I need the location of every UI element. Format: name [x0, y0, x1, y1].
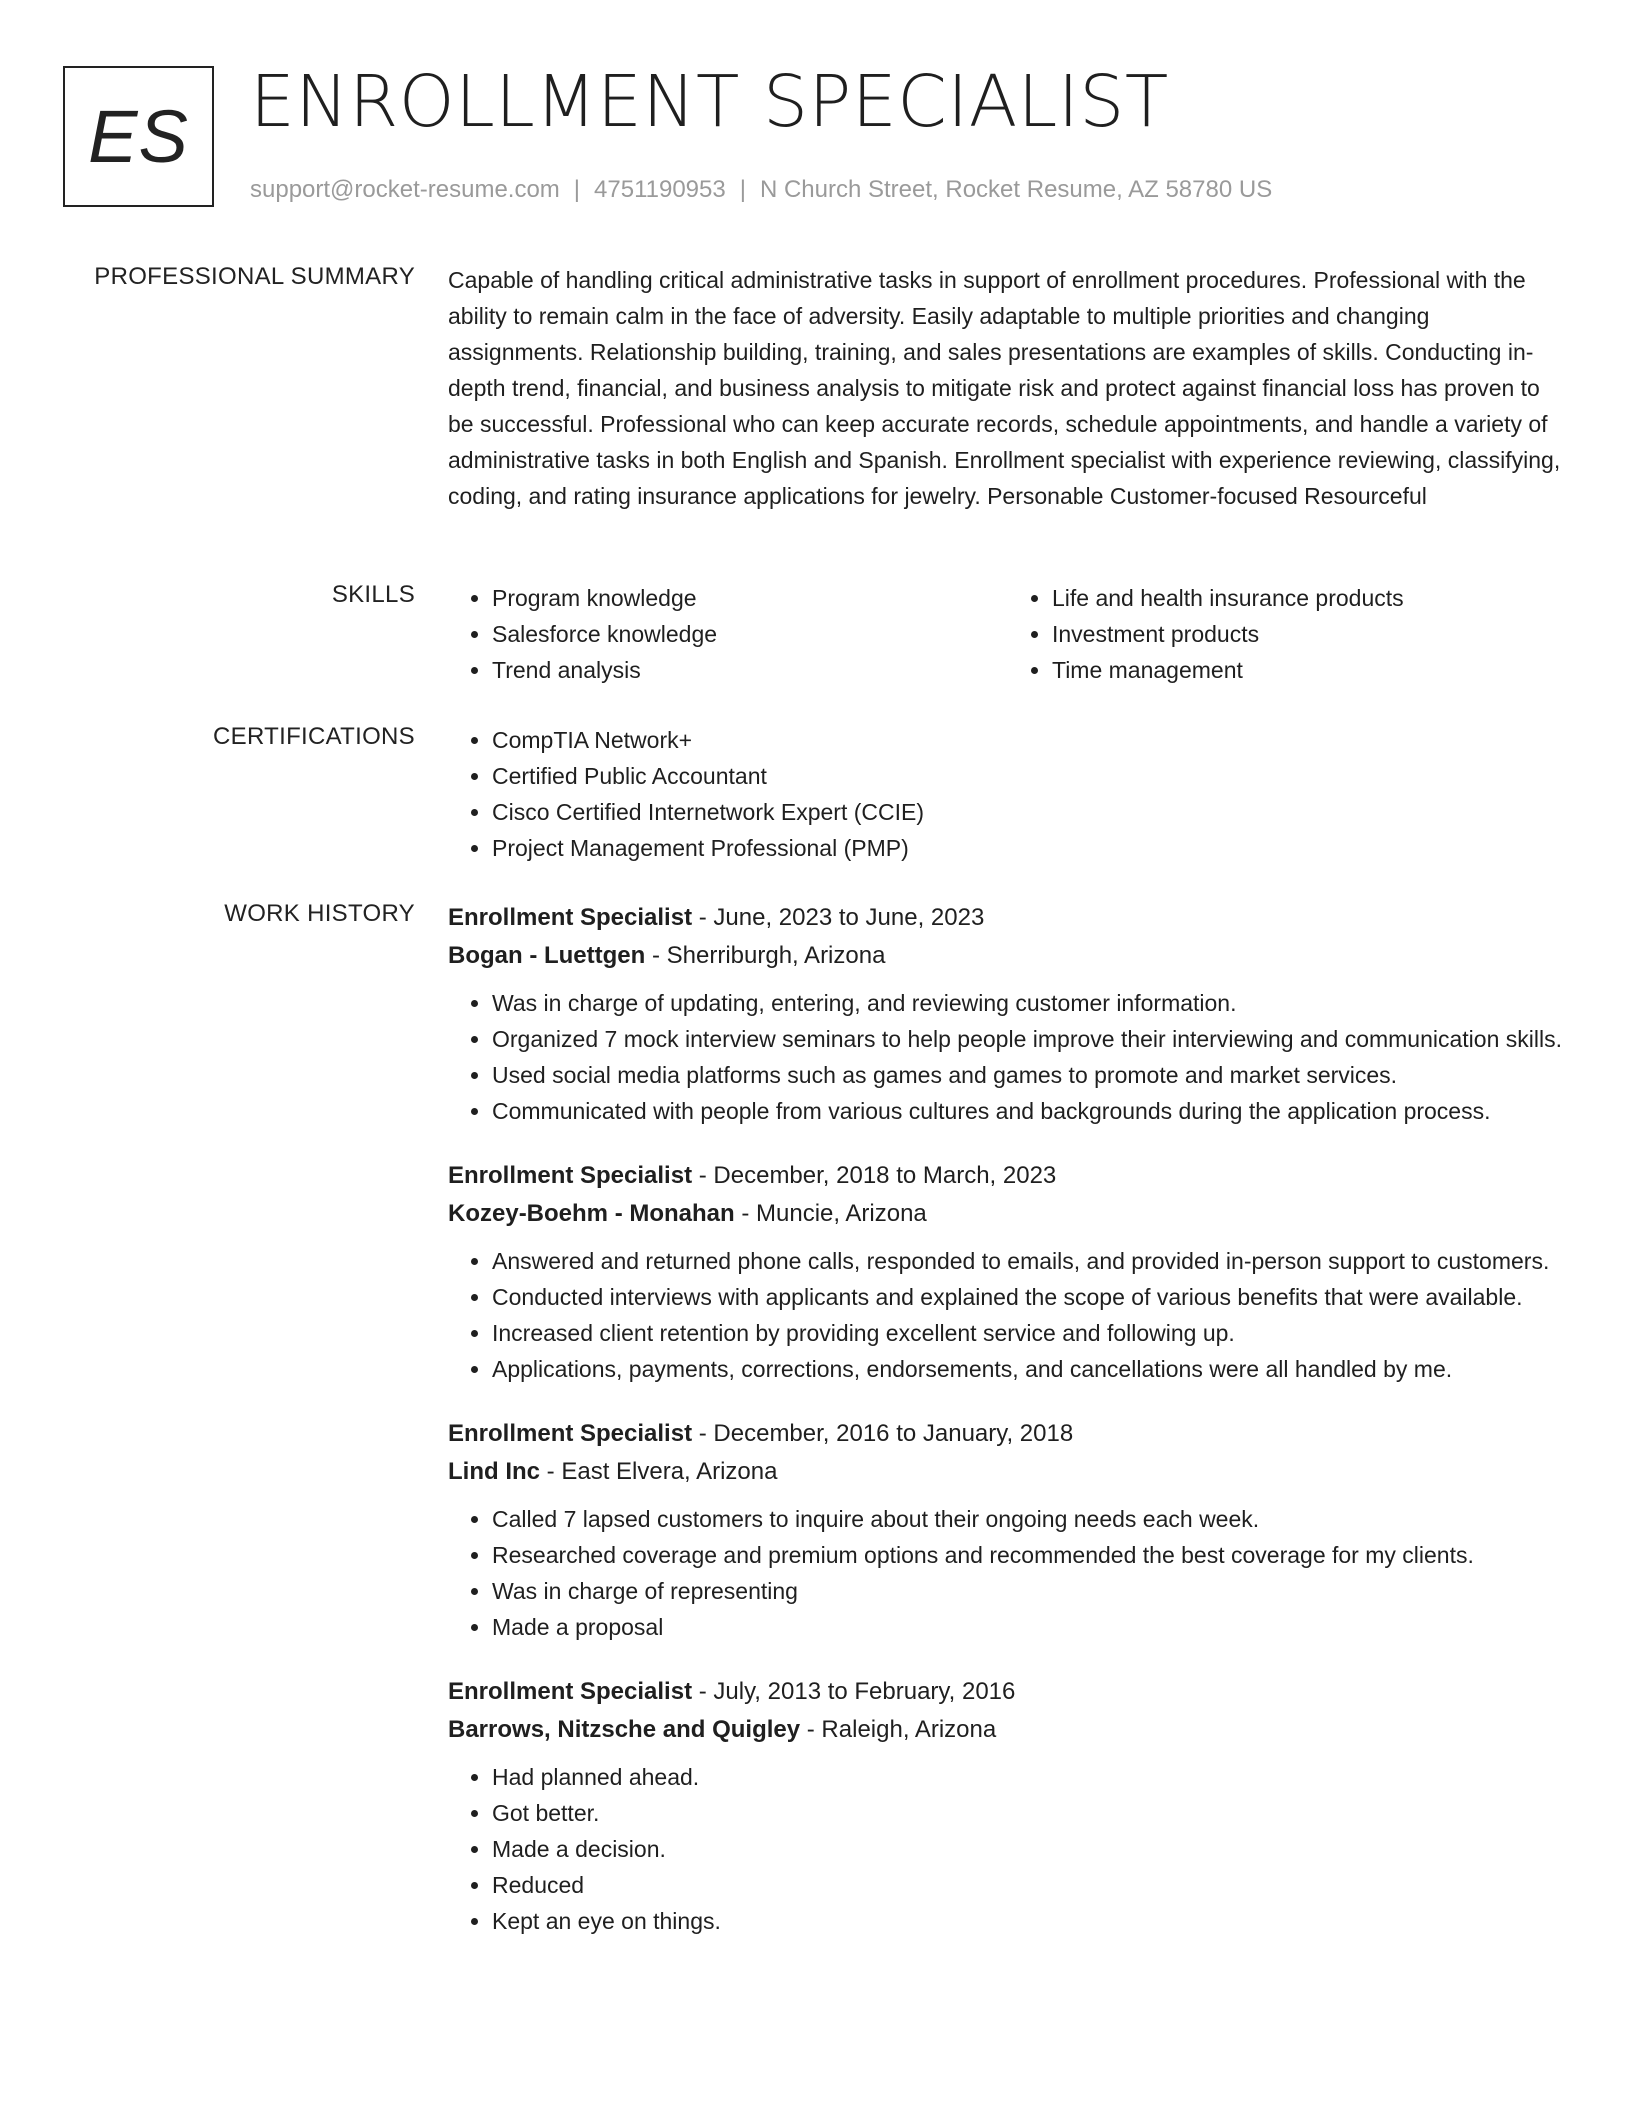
skill-item: • Investment products [1052, 616, 1568, 652]
section-title-work-history: WORK HISTORY [224, 900, 415, 927]
job-company: Bogan - Luettgen [448, 942, 646, 969]
skills-list-left [448, 580, 1008, 688]
job-duty-item: • Made a proposal [492, 1609, 1568, 1645]
job-duty-item: • Made a decision. [492, 1831, 1568, 1867]
job-company-line [448, 1453, 1568, 1491]
skill-item: • Trend analysis [492, 652, 1008, 688]
job-duty-item: • Researched coverage and premium options and recommended the best coverage for my clients. [492, 1537, 1568, 1573]
job-entry [448, 1415, 1568, 1645]
skills-body [448, 580, 1568, 688]
section-title-certifications: CERTIFICATIONS [213, 723, 415, 750]
job-location: - Muncie, Arizona [741, 1200, 927, 1227]
job-location: - East Elvera, Arizona [546, 1458, 778, 1485]
job-title-line [448, 899, 1568, 937]
job-title-line [448, 1157, 1568, 1195]
job-duties-list [448, 1759, 1568, 1939]
certifications-body [448, 722, 1568, 866]
job-company-line [448, 937, 1568, 975]
job-dates: - December, 2016 to January, 2018 [698, 1420, 1074, 1447]
job-dates: - June, 2023 to June, 2023 [698, 904, 985, 931]
job-role: Enrollment Specialist [448, 1162, 693, 1189]
job-duty-item: • Answered and returned phone calls, responded to emails, and provided in-person support to customers. [492, 1243, 1568, 1279]
job-company: Barrows, Nitzsche and Quigley [448, 1716, 801, 1743]
job-duties-list [448, 985, 1568, 1129]
job-duty-item: • Applications, payments, corrections, endorsements, and cancellations were all handled by me. [492, 1351, 1568, 1387]
job-duties-list [448, 1501, 1568, 1645]
job-duty-item: • Kept an eye on things. [492, 1903, 1568, 1939]
job-entry [448, 1157, 1568, 1387]
job-duty-item: • Communicated with people from various cultures and backgrounds during the application process. [492, 1093, 1568, 1129]
job-duty-item: • Was in charge of updating, entering, and reviewing customer information. [492, 985, 1568, 1021]
contact-line [250, 175, 1272, 205]
job-duty-item: • Was in charge of representing [492, 1573, 1568, 1609]
job-duty-item: • Reduced [492, 1867, 1568, 1903]
contact-separator: | [739, 176, 746, 203]
job-role: Enrollment Specialist [448, 1678, 693, 1705]
contact-address: N Church Street, Rocket Resume, AZ 58780 US [759, 176, 1273, 203]
certification-item: • Cisco Certified Internetwork Expert (CCIE) [492, 794, 1568, 830]
skill-item: • Salesforce knowledge [492, 616, 1008, 652]
summary-body [448, 262, 1568, 514]
skills-columns [448, 580, 1568, 688]
skill-item: • Program knowledge [492, 580, 1008, 616]
certification-item: • Certified Public Accountant [492, 758, 1568, 794]
contact-phone[interactable]: 4751190953 [594, 176, 726, 203]
job-duty-item: • Increased client retention by providing excellent service and following up. [492, 1315, 1568, 1351]
summary-text: Capable of handling critical administrative tasks in support of enrollment procedures. Professional with the ability to remain calm in the face of adversity. Easily adaptable to multiple priorities and changing assignments. Relationship building, training, and sales presentations are examples of skills. Conducting in-depth trend, financial, and business analysis to mitigate risk and protect against financial loss has proven to be successful. Professional who can keep accurate records, schedule appointments, and handle a variety of administrative tasks in both English and Spanish. Enrollment specialist with experience reviewing, classifying, coding, and rating insurance applications for jewelry. Personable Customer-focused Resourceful [448, 267, 1561, 509]
job-company: Lind Inc [448, 1458, 540, 1485]
contact-email[interactable]: support@rocket-resume.com [250, 176, 560, 203]
job-company-line [448, 1195, 1568, 1233]
skills-list-right [1008, 580, 1568, 688]
job-location: - Sherriburgh, Arizona [651, 942, 886, 969]
section-title-summary: PROFESSIONAL SUMMARY [94, 263, 415, 290]
job-role: Enrollment Specialist [448, 1420, 693, 1447]
job-role: Enrollment Specialist [448, 904, 693, 931]
section-title-skills: SKILLS [331, 581, 415, 608]
certification-item: • CompTIA Network+ [492, 722, 1568, 758]
skill-item: • Life and health insurance products [1052, 580, 1568, 616]
job-duty-item: • Conducted interviews with applicants and explained the scope of various benefits that were available. [492, 1279, 1568, 1315]
page-title: ENROLLMENT SPECIALIST [250, 60, 1169, 143]
job-location: - Raleigh, Arizona [806, 1716, 997, 1743]
job-duty-item: • Called 7 lapsed customers to inquire about their ongoing needs each week. [492, 1501, 1568, 1537]
job-entry [448, 899, 1568, 1129]
skill-item: • Time management [1052, 652, 1568, 688]
job-dates: - December, 2018 to March, 2023 [698, 1162, 1057, 1189]
job-duty-item: • Had planned ahead. [492, 1759, 1568, 1795]
job-title-line [448, 1673, 1568, 1711]
certifications-list [448, 722, 1568, 866]
job-dates: - July, 2013 to February, 2016 [698, 1678, 1016, 1705]
certification-item: • Project Management Professional (PMP) [492, 830, 1568, 866]
job-entry [448, 1673, 1568, 1939]
job-company-line [448, 1711, 1568, 1749]
job-duty-item: • Got better. [492, 1795, 1568, 1831]
work-history-body [448, 899, 1568, 1967]
monogram-initials: ES [88, 95, 189, 178]
job-duty-item: • Organized 7 mock interview seminars to help people improve their interviewing and communication skills. [492, 1021, 1568, 1057]
contact-separator: | [573, 176, 581, 203]
job-duties-list [448, 1243, 1568, 1387]
job-company: Kozey-Boehm - Monahan [448, 1200, 735, 1227]
monogram-logo [63, 66, 214, 207]
job-title-line [448, 1415, 1568, 1453]
job-duty-item: • Used social media platforms such as games and games to promote and market services. [492, 1057, 1568, 1093]
